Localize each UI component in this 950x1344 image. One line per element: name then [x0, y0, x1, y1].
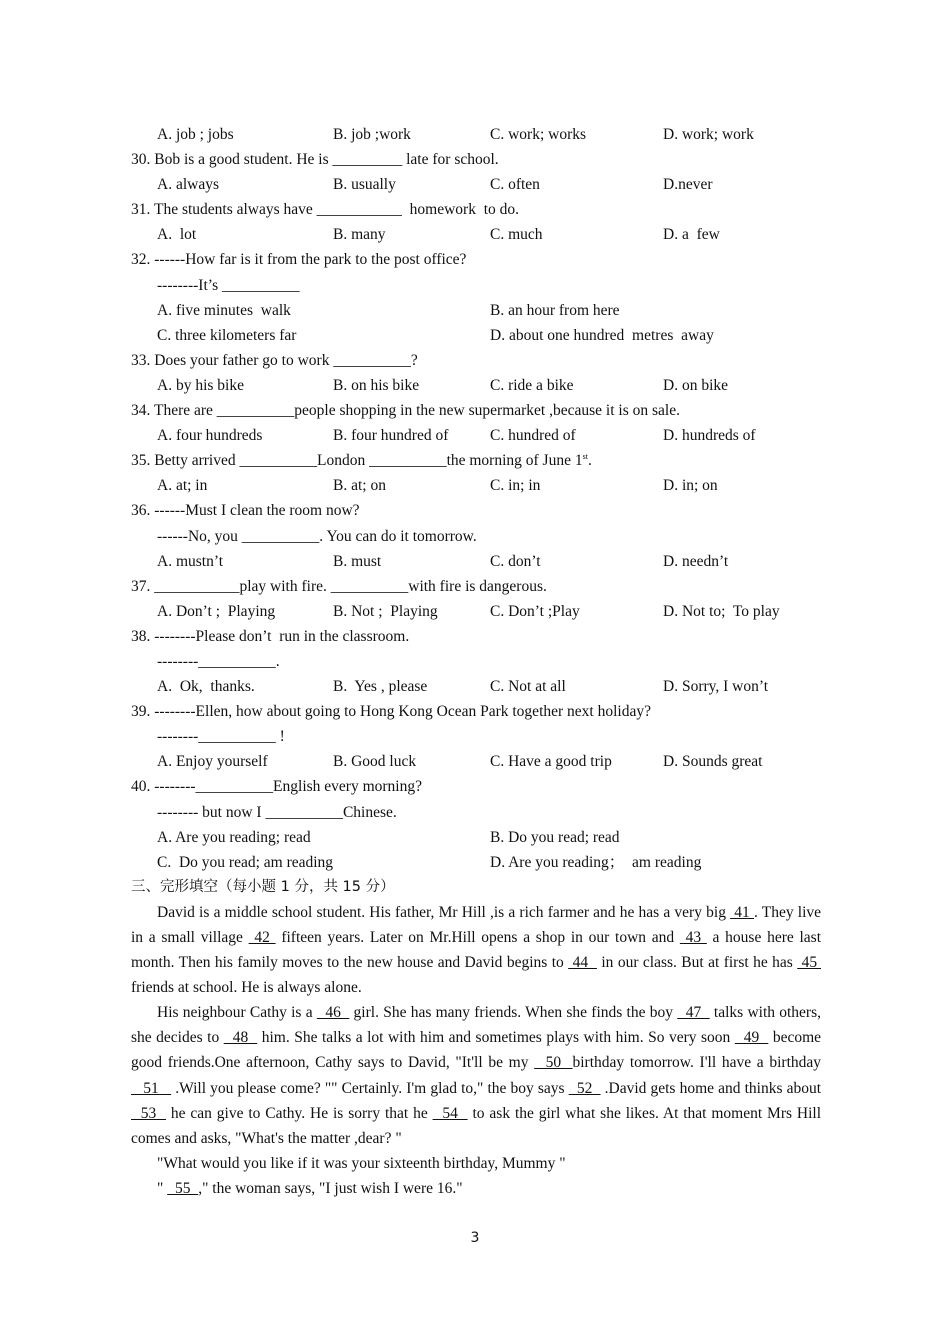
passage-paragraph-2: [131, 1000, 821, 1151]
passage-text: girl. She has many friends. When she finds the boy: [349, 1004, 678, 1022]
option-c: C. hundred of: [490, 427, 576, 445]
passage-text: a house here last month. Then his family moves to the new house and David begins to: [131, 929, 821, 972]
option-c: C. work; works: [490, 126, 587, 143]
option-c: C. Don’t ;Play: [490, 602, 580, 620]
q37-stem: 37. ___________play with fire. __________with fire is dangerous.: [131, 577, 547, 595]
q35-superscript: st: [582, 452, 588, 462]
q35-stem-text: 35. Betty arrived __________London __________the morning of June 1: [131, 452, 583, 470]
q36-stem: 36. ------Must I clean the room now?: [131, 502, 360, 520]
option-a: A. lot: [157, 226, 197, 244]
option-a: A. Don’t ; Playing: [157, 602, 276, 620]
option-a: A. always: [157, 176, 219, 194]
blank-55: 55: [167, 1179, 199, 1197]
option-c: C. often: [490, 176, 540, 194]
q31-stem: 31. The students always have ___________ homework to do.: [131, 201, 520, 219]
passage-paragraph-3: "What would you like if it was your sixteenth birthday, Mummy ": [157, 1154, 566, 1172]
q38-options: [131, 674, 821, 699]
option-a: A. four hundreds: [157, 427, 263, 445]
option-b: B. Not ; Playing: [333, 602, 438, 620]
q30-options: [131, 172, 821, 197]
q29-options: [131, 122, 821, 147]
passage-text: birthday tomorrow. I'll have a birthday: [572, 1054, 822, 1072]
option-c: C. Do you read; am reading: [157, 853, 334, 871]
q33-stem: 33. Does your father go to work __________?: [131, 351, 418, 369]
q37-options: [131, 599, 821, 624]
blank-48: 48: [223, 1029, 258, 1047]
q40-options-row2: [131, 850, 821, 875]
option-b: B. job ;work: [333, 126, 411, 143]
passage-text: in our class. But at first he has: [596, 954, 798, 972]
blank-53: 53: [131, 1104, 167, 1122]
option-a: A. Enjoy yourself: [157, 753, 268, 771]
option-d: D. in; on: [663, 477, 718, 495]
q40-stem: 40. --------__________English every morning?: [131, 778, 422, 796]
q39-stem: 39. --------Ellen, how about going to Hong Kong Ocean Park together next holiday?: [131, 703, 651, 721]
q40-reply: -------- but now I __________Chinese.: [157, 803, 397, 821]
passage-text: fifteen years. Later on Mr.Hill opens a shop in our town and: [275, 929, 680, 946]
passage-paragraph-1: [131, 900, 821, 1000]
q32-reply: --------It’s __________: [157, 276, 300, 294]
passage-text: he can give to Cathy. He is sorry that he: [166, 1104, 433, 1122]
option-b: B. Good luck: [333, 753, 417, 771]
option-d: D. Sorry, I won’t: [663, 678, 769, 696]
passage-text: .David gets home and thinks about: [600, 1079, 822, 1097]
q32-options-row2: [131, 323, 821, 348]
option-b: B. must: [333, 552, 382, 570]
option-b: B. four hundred of: [333, 427, 449, 445]
exam-page-content: [131, 122, 821, 1201]
passage-text: become good friends.One afternoon, Cathy says to David, "It'll be my: [131, 1029, 822, 1072]
passage-text: ," the woman says, "I just wish I were 16.": [198, 1179, 463, 1197]
q31-options: [131, 222, 821, 247]
page-number: 3: [470, 1230, 480, 1246]
option-c: C. Not at all: [490, 678, 566, 696]
blank-52: 52: [568, 1079, 601, 1097]
option-b: B. an hour from here: [490, 301, 620, 319]
passage-text: him. She talks a lot with him and sometimes plays with him. So very soon: [257, 1029, 735, 1047]
option-d: D. Not to; To play: [663, 602, 780, 620]
blank-46: 46: [316, 1004, 350, 1022]
q38-reply: --------__________.: [157, 652, 280, 670]
blank-42: 42: [248, 929, 276, 946]
blank-41: 41: [730, 903, 754, 921]
blank-50: 50: [534, 1054, 573, 1072]
option-b: B. Do you read; read: [490, 828, 620, 846]
option-d: D. a few: [663, 226, 720, 244]
option-d: D.never: [663, 176, 713, 194]
passage-text: friends at school. He is always alone.: [131, 979, 362, 997]
option-a: A. five minutes walk: [157, 301, 291, 319]
q34-stem: 34. There are __________people shopping in the new supermarket ,because it is on sale.: [131, 402, 680, 420]
q30-stem: 30. Bob is a good student. He is _________ late for school.: [131, 151, 499, 169]
option-a: A. job ; jobs: [157, 126, 234, 143]
q33-options: [131, 373, 821, 398]
blank-54: 54: [432, 1104, 468, 1122]
q35-stem: [131, 448, 821, 473]
passage-text: David is a middle school student. His father, Mr Hill ,is a rich farmer and he has a very big: [157, 903, 731, 921]
q36-reply: ------No, you __________. You can do it tomorrow.: [157, 527, 477, 545]
option-a: A. at; in: [157, 477, 208, 495]
option-c: C. don’t: [490, 552, 541, 570]
passage-text: ": [157, 1179, 168, 1197]
blank-43: 43: [679, 929, 707, 946]
blank-47: 47: [677, 1004, 710, 1022]
q34-options: [131, 423, 821, 448]
blank-45: 45: [797, 954, 822, 972]
section-title: 三、完形填空（每小题 1 分，共 15 分）: [131, 878, 395, 895]
passage-text: . They live in a small village: [131, 903, 822, 946]
q36-options: [131, 549, 821, 574]
option-a: A. by his bike: [157, 376, 244, 394]
option-a: A. mustn’t: [157, 552, 224, 570]
option-d: D. needn’t: [663, 552, 729, 570]
option-a: A. Are you reading; read: [157, 828, 311, 846]
q35-stem-end: .: [587, 452, 592, 470]
passage-text: talks with others, she decides to: [131, 1004, 821, 1047]
q38-stem: 38. --------Please don’t run in the classroom.: [131, 627, 410, 645]
passage-text: to ask the girl what she likes. At that moment Mrs Hill comes and asks, "What's the matter ,dear? ": [131, 1104, 822, 1147]
option-c: C. in; in: [490, 477, 541, 495]
passage-paragraph-4: [131, 1176, 821, 1201]
option-b: B. usually: [333, 176, 396, 194]
option-d: D. Sounds great: [663, 753, 763, 771]
option-c: C. Have a good trip: [490, 753, 612, 771]
option-b: B. many: [333, 226, 386, 244]
option-b: B. on his bike: [333, 376, 420, 394]
option-c: C. ride a bike: [490, 376, 574, 394]
passage-text: His neighbour Cathy is a: [157, 1004, 317, 1022]
q39-reply: --------__________ !: [157, 728, 285, 746]
option-d: D. on bike: [663, 376, 729, 394]
q32-stem: 32. ------How far is it from the park to the post office?: [131, 251, 467, 269]
q35-options: [131, 473, 821, 498]
option-c: C. much: [490, 226, 543, 244]
passage-text: .Will you please come? "" Certainly. I'm glad to," the boy says: [171, 1079, 569, 1097]
option-d: D. work; work: [663, 126, 754, 143]
option-a: A. Ok, thanks.: [157, 678, 255, 696]
q40-options-row1: [131, 825, 821, 850]
q32-options-row1: [131, 298, 821, 323]
q39-options: [131, 749, 821, 774]
blank-49: 49: [734, 1029, 769, 1047]
option-d: D. hundreds of: [663, 427, 756, 445]
option-c: C. three kilometers far: [157, 326, 297, 344]
option-d: D. about one hundred metres away: [490, 326, 714, 344]
option-d: D. Are you reading； am reading: [490, 853, 702, 871]
blank-51: 51: [131, 1079, 172, 1097]
option-b: B. at; on: [333, 477, 386, 495]
blank-44: 44: [568, 954, 597, 972]
option-b: B. Yes , please: [333, 678, 428, 696]
